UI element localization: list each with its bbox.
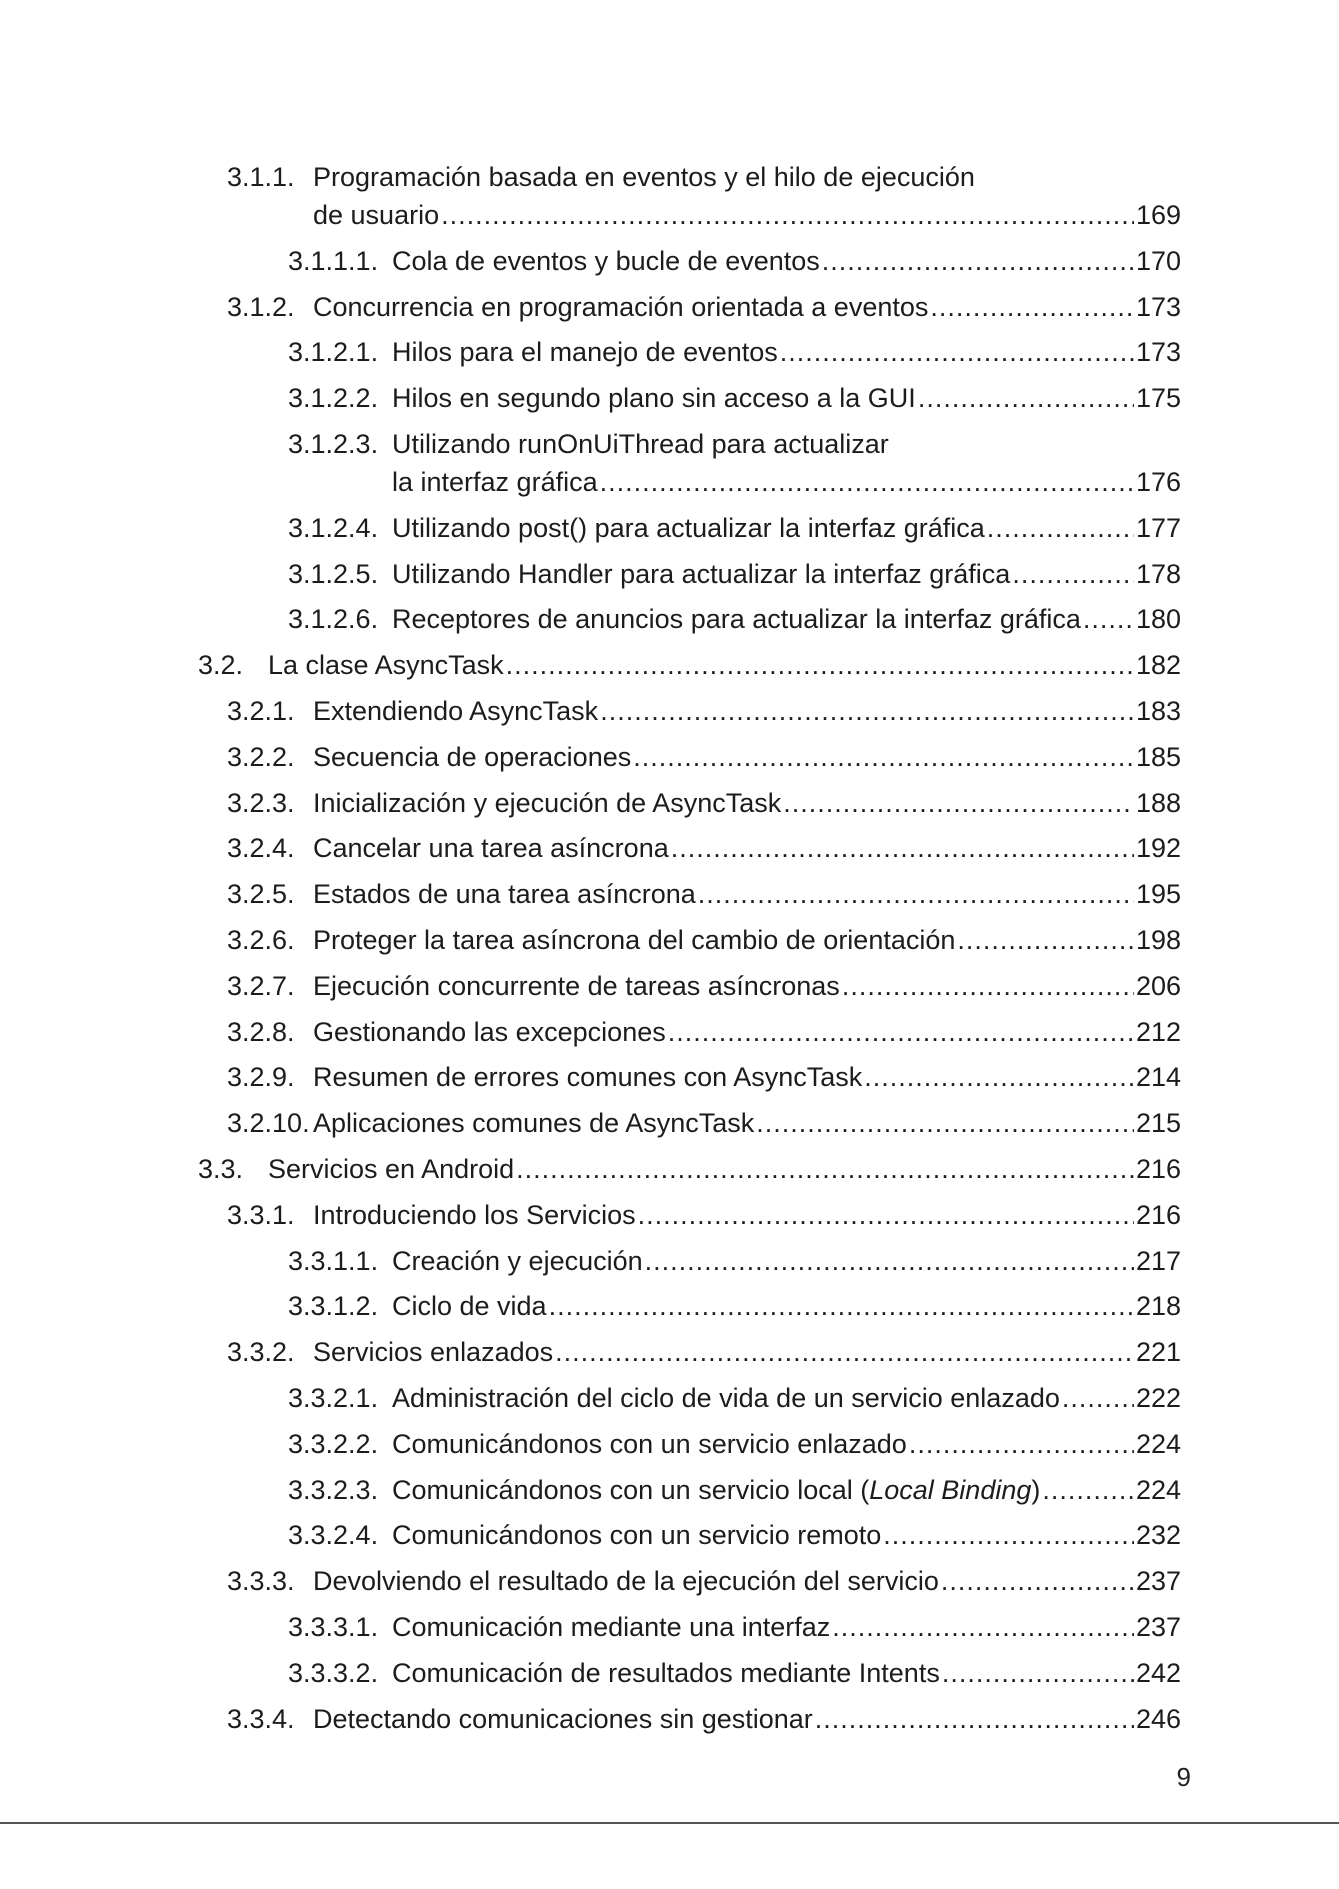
dot-leader — [1062, 1379, 1134, 1417]
toc-entry-title — [313, 875, 696, 913]
toc-entry-title-text: Creación y ejecución — [392, 1245, 643, 1276]
toc-entry-title — [313, 1013, 666, 1051]
toc-entry-title-text: Utilizando post() para actualizar la interfaz gráfica — [392, 512, 985, 543]
toc-entry[interactable] — [0, 555, 1339, 593]
toc-entry-title-text: Devolviendo el resultado de la ejecución del servicio — [313, 1566, 939, 1597]
toc-entry-number: 3.3.1.2. — [288, 1291, 379, 1322]
toc-entry-page: 217 — [1135, 1245, 1181, 1276]
toc-entry-title — [392, 242, 820, 280]
toc-entry-number: 3.2.2. — [227, 741, 295, 772]
dot-leader — [930, 288, 1134, 326]
toc-entry-page: 246 — [1135, 1703, 1181, 1734]
toc-entry-page: 183 — [1135, 695, 1181, 726]
toc-entry-title — [268, 646, 504, 684]
toc-entry-title-text: Comunicación de resultados mediante Intents — [392, 1657, 940, 1688]
toc-entry-number: 3.2.3. — [227, 787, 295, 818]
toc-entry-number: 3.1.2.4. — [288, 512, 379, 543]
dot-leader — [822, 242, 1134, 280]
toc-entry-title — [313, 1196, 636, 1234]
toc-entry-number: 3.3.2.3. — [288, 1474, 379, 1505]
toc-entry-number: 3.2.1. — [227, 695, 295, 726]
toc-entry[interactable] — [0, 1471, 1339, 1509]
toc-entry-number: 3.1.1. — [227, 162, 295, 192]
toc-entry-number: 3.2.10. — [227, 1108, 310, 1139]
toc-entry-title-text: Utilizando Handler para actualizar la interfaz gráfica — [392, 558, 1011, 589]
toc-entry-page: 188 — [1135, 787, 1181, 818]
toc-entry-number: 3.3.2.1. — [288, 1382, 379, 1413]
toc-entry-number: 3.2.6. — [227, 924, 295, 955]
toc-entry-title — [392, 1242, 643, 1280]
toc-entry-number: 3.1.2.5. — [288, 558, 379, 589]
toc-entry-title-text: Proteger la tarea asíncrona del cambio de orientación — [313, 924, 956, 955]
dot-leader — [668, 1013, 1134, 1051]
toc-entry-number: 3.2. — [198, 650, 244, 681]
toc-entry-page: 177 — [1135, 512, 1181, 543]
toc-entry-page: 224 — [1135, 1474, 1181, 1505]
toc-entry[interactable] — [0, 1242, 1339, 1280]
toc-entry[interactable] — [0, 1013, 1339, 1051]
toc-entry[interactable] — [0, 1287, 1339, 1325]
toc-entry[interactable] — [0, 600, 1339, 638]
toc-entry-page: 198 — [1135, 924, 1181, 955]
toc-entry[interactable] — [0, 242, 1339, 280]
toc-entry-title — [268, 1150, 514, 1188]
dot-leader — [941, 1562, 1134, 1600]
dot-leader — [909, 1425, 1134, 1463]
toc-entry[interactable] — [0, 333, 1339, 371]
toc-entry-title — [392, 600, 1081, 638]
toc-entry[interactable] — [0, 1562, 1339, 1600]
toc-entry[interactable] — [0, 1196, 1339, 1234]
toc-entry-title — [313, 288, 928, 326]
toc-entry-number: 3.2.4. — [227, 833, 295, 864]
toc-entry-title-line1: Programación basada en eventos y el hilo de ejecución — [313, 162, 975, 192]
toc-entry-title-text: Servicios en Android — [268, 1153, 515, 1184]
toc-entry[interactable] — [0, 921, 1339, 959]
toc-entry[interactable] — [0, 379, 1339, 417]
toc-entry[interactable] — [0, 425, 1339, 501]
toc-entry[interactable] — [0, 1379, 1339, 1417]
toc-entry-title-text: Receptores de anuncios para actualizar la interfaz gráfica — [392, 604, 1081, 635]
toc-entry-title-text: Servicios enlazados — [313, 1337, 554, 1368]
dot-leader — [942, 1654, 1134, 1692]
toc-entry-title-text: Concurrencia en programación orientada a eventos — [313, 291, 929, 322]
toc-entry-title-text: Comunicándonos con un servicio remoto — [392, 1520, 882, 1551]
dot-leader — [918, 379, 1134, 417]
toc-entry-title — [392, 1287, 547, 1325]
toc-entry[interactable] — [0, 829, 1339, 867]
toc-entry[interactable] — [0, 1058, 1339, 1096]
dot-leader — [441, 196, 1134, 234]
toc-entry-title — [392, 1516, 881, 1554]
toc-entry[interactable] — [0, 509, 1339, 547]
toc-entry-title — [392, 509, 985, 547]
toc-entry-title-text: Hilos para el manejo de eventos — [392, 337, 778, 368]
dot-leader — [506, 646, 1134, 684]
dot-leader — [780, 333, 1134, 371]
toc-entry-title-line1: Utilizando runOnUiThread para actualizar — [392, 428, 889, 459]
toc-entry-title — [392, 1654, 940, 1692]
toc-entry-title — [313, 829, 669, 867]
toc-entry-number: 3.3.3.2. — [288, 1657, 379, 1688]
toc-entry[interactable] — [0, 967, 1339, 1005]
dot-leader — [516, 1150, 1134, 1188]
page-number: 9 — [1176, 1762, 1191, 1792]
toc-entry-title-text: Cola de eventos y bucle de eventos — [392, 245, 820, 276]
toc-entry-title — [392, 333, 778, 371]
toc-entry-title-text: Comunicándonos con un servicio enlazado — [392, 1428, 907, 1459]
toc-entry-number: 3.1.2.1. — [288, 337, 379, 368]
dot-leader — [638, 1196, 1134, 1234]
toc-entry-number: 3.2.7. — [227, 970, 295, 1001]
toc-entry-title — [392, 555, 1010, 593]
toc-entry-number: 3.1.1.1. — [288, 245, 379, 276]
toc-entry-number: 3.1.2.2. — [288, 383, 379, 414]
toc-entry-page: 232 — [1135, 1520, 1181, 1551]
toc-entry-page: 216 — [1135, 1199, 1181, 1230]
toc-entry[interactable] — [0, 1150, 1339, 1188]
toc-entry-page: 192 — [1135, 833, 1181, 864]
toc-entry-page: 173 — [1135, 337, 1181, 368]
toc-entry-title-text: Secuencia de operaciones — [313, 741, 632, 772]
toc-entry-number: 3.1.2.3. — [288, 428, 379, 459]
toc-entry-number: 3.3.1. — [227, 1199, 295, 1230]
toc-entry-title — [313, 921, 955, 959]
toc-entry[interactable] — [0, 1654, 1339, 1692]
toc-entry-title — [313, 1333, 553, 1371]
toc-entry-page: 182 — [1135, 650, 1181, 681]
dot-leader — [633, 738, 1134, 776]
toc-entry-page: 185 — [1135, 741, 1181, 772]
toc-entry-number: 3.1.2.6. — [288, 604, 379, 635]
toc-entry-title-text: Introduciendo los Servicios — [313, 1199, 636, 1230]
toc-entry-title-text: de usuario — [313, 200, 440, 230]
toc-entry-title — [313, 1700, 813, 1738]
dot-leader — [600, 463, 1134, 501]
toc-entry-title — [313, 1104, 754, 1142]
toc-entry-title-text: Cancelar una tarea asíncrona — [313, 833, 669, 864]
toc-entry-title — [313, 692, 598, 730]
dot-leader — [987, 509, 1134, 547]
toc-entry-title-text: La clase AsyncTask — [268, 650, 504, 681]
toc-entry[interactable] — [0, 1700, 1339, 1738]
toc-entry-page: 242 — [1135, 1657, 1181, 1688]
toc-entry-title — [313, 738, 631, 776]
dot-leader — [671, 829, 1134, 867]
toc-entry-page: 237 — [1135, 1566, 1181, 1597]
toc-entry-title-text: Ejecución concurrente de tareas asíncronas — [313, 970, 840, 1001]
dot-leader — [600, 692, 1134, 730]
dot-leader — [555, 1333, 1134, 1371]
toc-entry-page: 173 — [1135, 291, 1181, 322]
toc-entry-title-text: Estados de una tarea asíncrona — [313, 879, 696, 910]
toc-entry-page: 221 — [1135, 1337, 1181, 1368]
toc-entry-title — [313, 967, 840, 1005]
toc-entry-page: 224 — [1135, 1428, 1181, 1459]
toc-entry-page: 180 — [1135, 604, 1181, 635]
dot-leader — [1083, 600, 1134, 638]
toc-entry-page: 222 — [1135, 1382, 1181, 1413]
toc-entry-title-text: Administración del ciclo de vida de un servicio enlazado — [392, 1382, 1060, 1413]
toc-entry-title-text: Extendiendo AsyncTask — [313, 695, 599, 726]
toc-entry-title — [392, 1471, 1040, 1509]
toc-entry[interactable] — [0, 692, 1339, 730]
toc-entry-title — [392, 463, 598, 501]
toc-entry-title-text: Ciclo de vida — [392, 1291, 547, 1322]
dot-leader — [698, 875, 1134, 913]
toc-entry-title — [392, 1608, 830, 1646]
toc-entry-title-italic: Local Binding — [869, 1474, 1032, 1505]
toc-entry-title-text: Resumen de errores comunes con AsyncTask — [313, 1062, 863, 1093]
toc-entry-page: 178 — [1135, 558, 1181, 589]
table-of-contents — [0, 158, 1339, 1745]
toc-entry-title — [392, 379, 916, 417]
toc-entry-title-text: Gestionando las excepciones — [313, 1016, 666, 1047]
toc-entry-page: 216 — [1135, 1153, 1181, 1184]
toc-entry[interactable] — [0, 1516, 1339, 1554]
dot-leader — [842, 967, 1134, 1005]
toc-entry[interactable] — [0, 738, 1339, 776]
toc-entry-page: 169 — [1135, 200, 1181, 230]
toc-entry-number: 3.2.5. — [227, 879, 295, 910]
footer-rule — [0, 1822, 1339, 1824]
toc-entry[interactable] — [0, 158, 1339, 234]
toc-entry-number: 3.3.1.1. — [288, 1245, 379, 1276]
toc-entry-title-text: Inicialización y ejecución de AsyncTask — [313, 787, 782, 818]
dot-leader — [864, 1058, 1134, 1096]
dot-leader — [832, 1608, 1134, 1646]
toc-entry[interactable] — [0, 288, 1339, 326]
toc-entry[interactable] — [0, 1333, 1339, 1371]
toc-entry-number: 3.3. — [198, 1153, 244, 1184]
dot-leader — [1012, 555, 1134, 593]
dot-leader — [549, 1287, 1134, 1325]
toc-entry-number: 3.3.2.4. — [288, 1520, 379, 1551]
toc-entry-title-text: Hilos en segundo plano sin acceso a la GUI — [392, 383, 916, 414]
toc-entry-page: 214 — [1135, 1062, 1181, 1093]
toc-entry[interactable] — [0, 1608, 1339, 1646]
toc-entry-page: 215 — [1135, 1108, 1181, 1139]
toc-entry-title-text: Comunicación mediante una interfaz — [392, 1611, 831, 1642]
toc-entry-page: 175 — [1135, 383, 1181, 414]
dot-leader — [883, 1516, 1134, 1554]
toc-entry-number: 3.2.8. — [227, 1016, 295, 1047]
toc-entry-number: 3.3.3.1. — [288, 1611, 379, 1642]
toc-entry-title-text: la interfaz gráfica — [392, 466, 598, 497]
toc-entry-title — [392, 1379, 1060, 1417]
toc-entry-title — [313, 196, 439, 234]
toc-entry-title-suffix: ) — [1031, 1474, 1041, 1505]
toc-entry-title-text: Detectando comunicaciones sin gestionar — [313, 1703, 813, 1734]
toc-entry-page: 212 — [1135, 1016, 1181, 1047]
toc-entry-title — [313, 1058, 862, 1096]
toc-entry-page: 176 — [1135, 466, 1181, 497]
toc-entry-page: 170 — [1135, 245, 1181, 276]
dot-leader — [957, 921, 1134, 959]
toc-entry-page: 206 — [1135, 970, 1181, 1001]
toc-entry-page: 195 — [1135, 879, 1181, 910]
toc-entry-title-text: Aplicaciones comunes de AsyncTask — [313, 1108, 755, 1139]
dot-leader — [815, 1700, 1134, 1738]
toc-entry-number: 3.3.2. — [227, 1337, 295, 1368]
toc-entry-title — [313, 784, 781, 822]
dot-leader — [756, 1104, 1134, 1142]
toc-entry[interactable] — [0, 875, 1339, 913]
toc-entry-number: 3.3.2.2. — [288, 1428, 379, 1459]
toc-entry-page: 218 — [1135, 1291, 1181, 1322]
toc-entry-title-text: Comunicándonos con un servicio local ( — [392, 1474, 870, 1505]
toc-entry[interactable] — [0, 1104, 1339, 1142]
dot-leader — [645, 1242, 1134, 1280]
toc-entry-number: 3.1.2. — [227, 291, 295, 322]
toc-entry-number: 3.3.4. — [227, 1703, 295, 1734]
toc-entry-page: 237 — [1135, 1611, 1181, 1642]
toc-entry[interactable] — [0, 646, 1339, 684]
toc-entry[interactable] — [0, 784, 1339, 822]
toc-entry[interactable] — [0, 1425, 1339, 1463]
toc-entry-number: 3.2.9. — [227, 1062, 295, 1093]
toc-entry-title — [313, 1562, 939, 1600]
dot-leader — [1042, 1471, 1134, 1509]
toc-entry-title — [392, 1425, 907, 1463]
toc-entry-number: 3.3.3. — [227, 1566, 295, 1597]
dot-leader — [783, 784, 1134, 822]
